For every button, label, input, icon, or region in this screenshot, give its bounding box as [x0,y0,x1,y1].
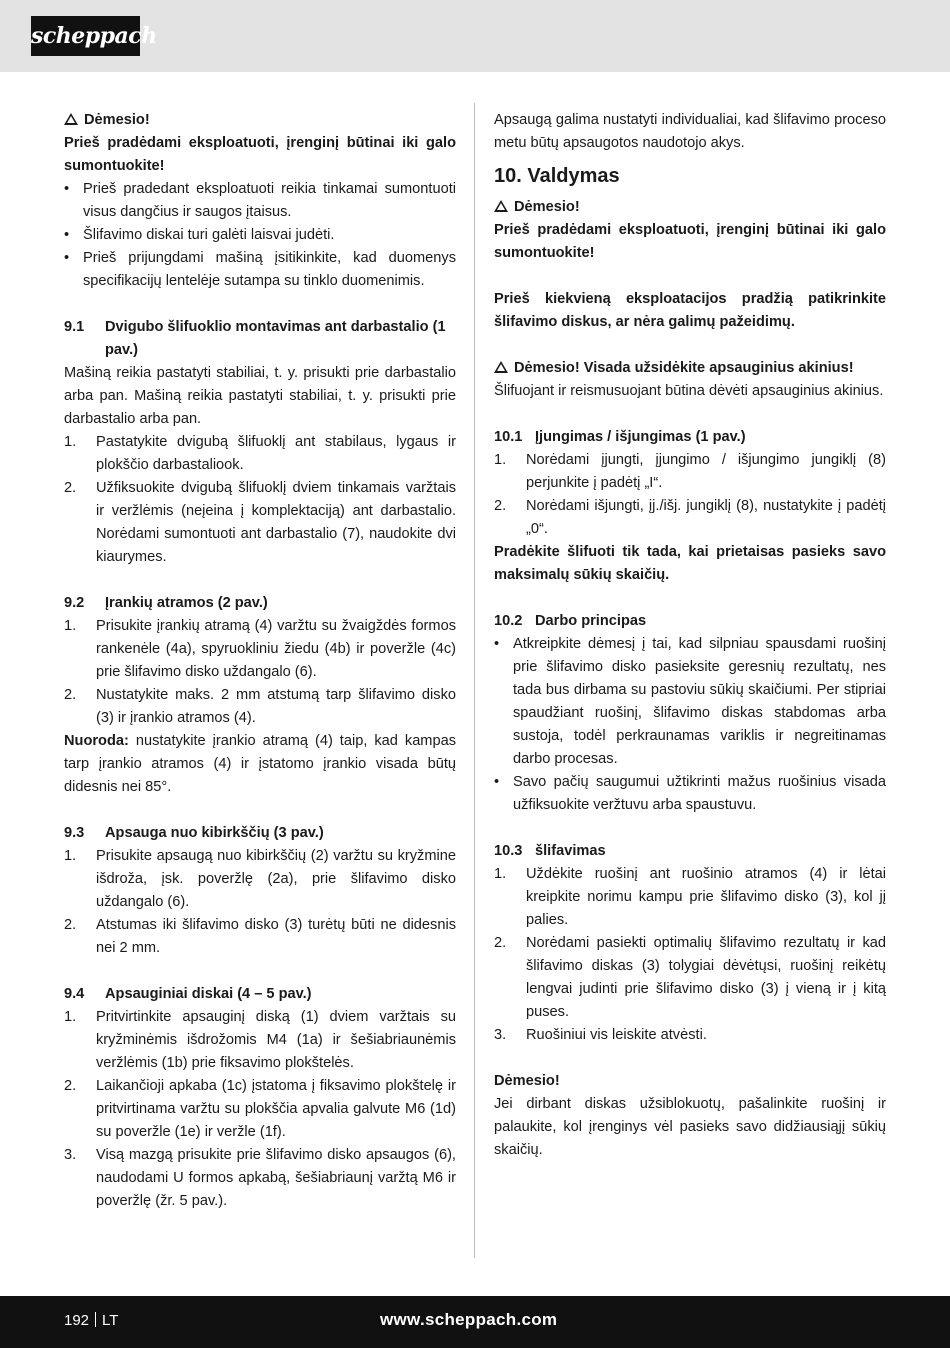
list-item: 1. Prisukite apsaugą nuo kibirkščių (2) varžtu su kryžmine išdroža, įsk. poveržlę (2a), prie šlifavimo disko uždangalo (6). [64,848,456,910]
warning-text: Prieš pradėdami eksploatuoti, įrenginį būtinai iki galo sumontuokite! [494,222,886,261]
scheppach-logo: scheppach [31,16,140,56]
warning-title: Dėmesio! [84,112,150,128]
list-item: 2. Nustatykite maks. 2 mm atstumą tarp šlifavimo disko (3) ir įrankio atramos (4). [64,687,456,726]
warning-triangle-icon [494,357,510,380]
list-item: 3. Ruošiniui vis leiskite atvėsti. [494,1027,707,1043]
warning-text: Prieš pradėdami eksploatuoti, įrenginį būtinai iki galo sumontuokite! [64,135,456,174]
section-heading-10-1 [494,426,886,449]
numbered-list [494,449,886,541]
section-title: Dvigubo šlifuoklio montavimas ant darbastalio (1 pav.) [105,319,446,358]
chapter-heading-10 [494,161,886,191]
list-item: 1. Norėdami įjungti, įjungimo / išjungimo jungiklį (8) perjunkite į padėtį „I“. [494,452,886,491]
final-warning-text: Jei dirbant diskas užsiblokuotų, pašalinkite ruošinį ir palaukite, kol įrenginys vėl pasieks savo didžiausiąjį sūkių skaičių. [494,1096,886,1158]
goggles-warning-heading [494,357,886,380]
bullet-item: • Atkreipkite dėmesį į tai, kad silpniau spausdami ruošinį prie šlifavimo disko pasieksite geresnių rezultatų, nes tada bus dirbama su pastoviu sūkių skaičiumi. Per stipriai spaudžiant ruošinį, šlifavimo diskas stabdomas arba sustoja, todėl perkraunamas variklis ir negreitinamas darbo procesas. [494,633,886,771]
numbered-list [64,615,456,730]
page-header [0,0,950,72]
left-column [64,109,456,1213]
numbered-list [494,863,886,1047]
section-number: 10.2 [494,613,523,629]
warning-heading [494,196,886,219]
warning-title: Dėmesio! Visada užsidėkite apsauginius akinius! [514,360,854,376]
column-divider [474,103,475,1258]
section-title: Apsauga nuo kibirkščių (3 pav.) [105,825,324,841]
list-item: 2. Laikančioji apkaba (1c) įstatoma į fiksavimo plokštelę ir pritvirtinama varžtu su plokščia apvalia galvute M6 (1d) su poveržle (1e) ir veržle (1f). [64,1078,456,1140]
inspection-notice: Prieš kiekvieną eksploatacijos pradžią patikrinkite šlifavimo diskus, ar nėra galimų pažeidimų. [494,291,886,330]
bullet-list [494,633,886,817]
section-number: 9.3 [64,825,85,841]
section-heading-10-2 [494,610,886,633]
final-warning-title: Dėmesio! [494,1073,560,1089]
section-heading-9-4 [64,983,456,1006]
warning-heading [64,109,456,132]
list-item: 1. Pritvirtinkite apsauginį diską (1) dviem varžtais su kryžminėmis išdrožomis M4 (1a) ir šešiabriaunėmis veržlėmis (1b) prie fiksavimo plokštelės. [64,1009,456,1071]
language-code: LT [102,1312,119,1329]
section-heading-9-2 [64,592,456,615]
section-heading-9-1 [64,316,456,362]
goggles-warning-text: Šlifuojant ir reismusuojant būtina dėvėti apsauginius akinius. [494,383,884,399]
numbered-list [64,1006,456,1213]
footer-separator [95,1312,96,1327]
note-label: Nuoroda: [64,733,129,749]
section-number: 9.2 [64,595,85,611]
section-title: Įrankių atramos (2 pav.) [105,595,268,611]
numbered-list [64,845,456,960]
bold-note: Pradėkite šlifuoti tik tada, kai prietaisas pasieks savo maksimalų sūkių skaičių. [494,544,886,583]
section-number: 10.1 [494,429,523,445]
section-title: Įjungimas / išjungimas (1 pav.) [535,429,746,445]
bullet-item: • Prieš pradedant eksploatuoti reikia tinkamai sumontuoti visus dangčius ir saugos įtaisus. [64,178,456,224]
website-link[interactable]: www.scheppach.com [380,1310,558,1329]
list-item: 1. Pastatykite dvigubą šlifuoklį ant stabilaus, lygaus ir plokščio darbastaliook. [64,434,456,473]
chapter-title: Valdymas [527,165,620,187]
bullet-item: • Prieš prijungdami mašiną įsitikinkite, kad duomenys specifikacijų lentelėje sutampa su tinklo duomenimis. [64,247,456,293]
warning-title: Dėmesio! [514,199,580,215]
safety-bullet-list [64,178,456,293]
section-title: šlifavimas [535,843,606,859]
note-text: nustatykite įrankio atramą (4) taip, kad kampas tarp įrankio atramos (4) ir įstatomo įrankio visada būtų didesnis nei 85°. [64,733,456,795]
page-number: 192 [64,1312,90,1329]
note-paragraph [64,730,456,799]
list-item: 1. Uždėkite ruošinį ant ruošinio atramos (4) ir lėtai kreipkite norimu kampu prie šlifavimo disko (3), kol jį palies. [494,866,886,928]
list-item: 2. Užfiksuokite dvigubą šlifuoklį dviem tinkamais varžtais ir veržlėmis (neįeina į komplektaciją) ant darbastalio. Norėdami sumontuoti ant darbastalio (7), naudokite dvi kiaurymes. [64,480,456,565]
numbered-list [64,431,456,569]
warning-triangle-icon [64,109,80,132]
section-title: Darbo principas [535,613,647,629]
list-item: 2. Norėdami išjungti, įj./išj. jungiklį (8), nustatykite į padėtį „0“. [494,498,886,537]
intro-paragraph: Apsaugą galima nustatyti individualiai, kad šlifavimo proceso metu būtų apsaugotos naudotojo akys. [494,112,886,151]
section-title: Apsauginiai diskai (4 – 5 pav.) [105,986,312,1002]
section-intro: Mašiną reikia pastatyti stabiliai, t. y. prisukti prie darbastalio arba pan. Mašiną reikia pastatyti stabiliai, t. y. prisukti prie darbastalio arba pan. [64,365,456,427]
page-number-label [64,1309,118,1333]
section-heading-10-3 [494,840,886,863]
section-heading-9-3 [64,822,456,845]
page-footer [0,1296,950,1348]
warning-triangle-icon [494,196,510,219]
section-number: 9.4 [64,986,85,1002]
chapter-number: 10. [494,165,522,187]
bullet-item: • Savo pačių saugumui užtikrinti mažus ruošinius visada užfiksuokite veržtuvu arba spaustuvu. [494,771,886,817]
section-number: 9.1 [64,319,85,335]
list-item: 2. Atstumas iki šlifavimo disko (3) turėtų būti ne didesnis nei 2 mm. [64,917,456,956]
right-column [494,109,886,1162]
list-item: 1. Prisukite įrankių atramą (4) varžtu su žvaigždės formos rankenėle (4a), spyruokliniu žiedu (4b) ir poveržle (4c) prie šlifavimo disko uždangalo (6). [64,618,456,680]
list-item: 2. Norėdami pasiekti optimalių šlifavimo rezultatų ir kad šlifavimo diskas (3) tolygiai dėvėtųsi, ruošinį reikėtų lengvai judinti prie šlifavimo disko (3) į vieną ir į kitą puses. [494,935,886,1020]
bullet-item: • Šlifavimo diskai turi galėti laisvai judėti. [64,224,456,247]
section-number: 10.3 [494,843,523,859]
list-item: 3. Visą mazgą prisukite prie šlifavimo disko apsaugos (6), naudodami U formos apkabą, šešiabriaunį varžtą M6 ir poveržlę (žr. 5 pav.). [64,1147,456,1209]
